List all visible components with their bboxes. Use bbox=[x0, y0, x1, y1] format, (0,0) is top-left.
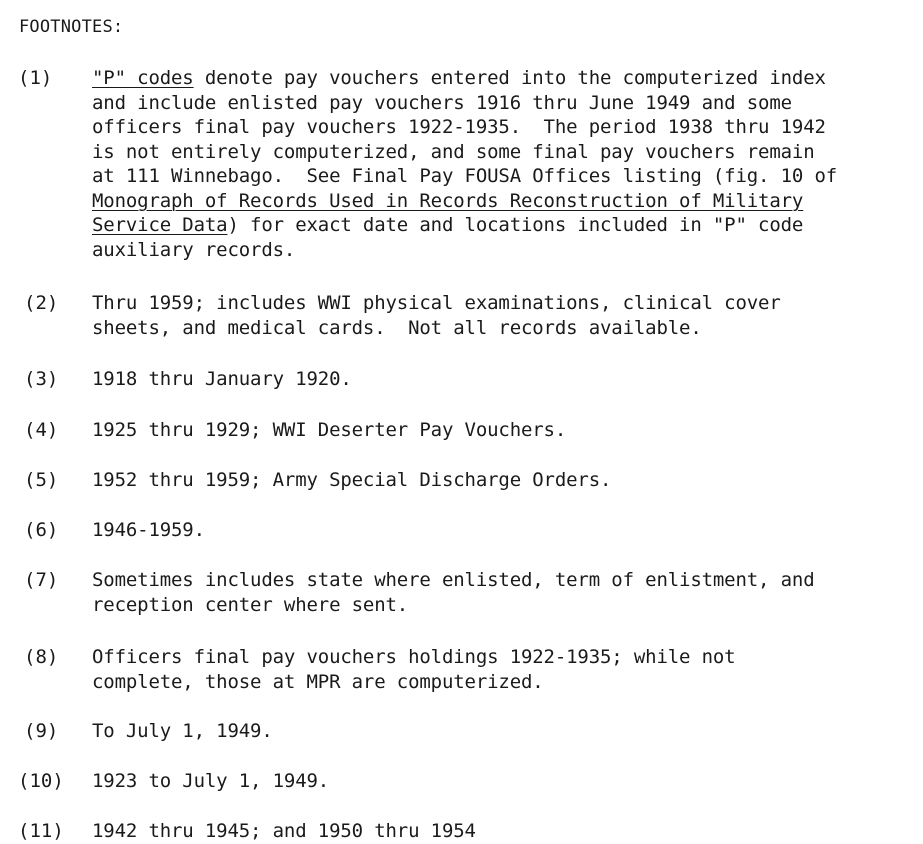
text-run: auxiliary records. bbox=[92, 238, 296, 261]
footnote-line bbox=[92, 115, 837, 140]
footnote-text bbox=[92, 367, 352, 392]
footnote-line bbox=[92, 819, 476, 844]
footnote-text bbox=[92, 291, 781, 340]
text-run: 1918 thru January 1920. bbox=[92, 368, 352, 390]
footnote-line bbox=[92, 468, 611, 493]
footnote-number: (1) bbox=[18, 67, 53, 89]
footnote-line bbox=[92, 568, 815, 593]
footnote-line bbox=[92, 238, 837, 263]
footnote-line bbox=[92, 91, 837, 116]
footnotes-heading: FOOTNOTES: bbox=[19, 17, 124, 37]
footnote-line bbox=[92, 719, 273, 744]
underlined-text: Monograph of Records Used in Records Reconstruction of Military bbox=[92, 189, 804, 212]
footnote-line bbox=[92, 593, 815, 618]
underlined-text: Service Data bbox=[92, 214, 228, 236]
text-run: 1946-1959. bbox=[92, 519, 205, 541]
footnote-line bbox=[92, 140, 837, 165]
footnote-line bbox=[92, 164, 837, 189]
footnote-text bbox=[92, 645, 735, 694]
footnote-number: (7) bbox=[24, 569, 59, 591]
footnote-number: (9) bbox=[24, 720, 59, 742]
text-run: Officers final pay vouchers holdings 1922-1935; while not bbox=[92, 646, 736, 668]
footnote-number: (6) bbox=[24, 519, 59, 541]
footnote-line bbox=[92, 769, 329, 794]
footnote-line bbox=[92, 645, 735, 670]
footnote-number: (10) bbox=[18, 770, 64, 792]
footnote-line bbox=[92, 316, 781, 341]
text-run: and include enlisted pay vouchers 1916 thru June 1949 and some bbox=[92, 91, 792, 114]
footnote-number: (2) bbox=[24, 292, 59, 314]
footnote-line bbox=[92, 367, 352, 392]
text-run: denote pay vouchers entered into the computerized index bbox=[193, 67, 826, 89]
text-run: reception center where sent. bbox=[92, 593, 409, 616]
text-run: Thru 1959; includes WWI physical examinations, clinical cover bbox=[92, 292, 781, 314]
footnote-text bbox=[92, 518, 205, 543]
underlined-text: "P" codes bbox=[92, 67, 194, 89]
text-run: 1942 thru 1945; and 1950 thru 1954 bbox=[92, 820, 476, 842]
footnote-text bbox=[92, 769, 329, 794]
footnote-number: (11) bbox=[18, 820, 64, 842]
footnote-line bbox=[92, 418, 566, 443]
footnote-number: (5) bbox=[24, 469, 59, 491]
footnote-number: (3) bbox=[24, 368, 59, 390]
text-run: 1923 to July 1, 1949. bbox=[92, 770, 330, 792]
text-run: ) for exact date and locations included in "P" code bbox=[227, 214, 804, 236]
footnote-line bbox=[92, 670, 735, 695]
footnote-line bbox=[92, 213, 837, 238]
footnote-text bbox=[92, 468, 611, 493]
text-run: sheets, and medical cards. Not all records available. bbox=[92, 316, 702, 339]
footnote-text bbox=[92, 568, 815, 617]
text-run: To July 1, 1949. bbox=[92, 720, 273, 742]
footnote-line bbox=[92, 66, 837, 91]
footnote-number: (8) bbox=[24, 646, 59, 668]
footnote-line bbox=[92, 291, 781, 316]
footnote-line bbox=[92, 189, 837, 214]
footnote-text bbox=[92, 719, 273, 744]
text-run: 1925 thru 1929; WWI Deserter Pay Vouchers. bbox=[92, 419, 567, 441]
footnote-text bbox=[92, 819, 476, 844]
footnote-number: (4) bbox=[24, 419, 59, 441]
text-run: at 111 Winnebago. See Final Pay FOUSA Offices listing (fig. 10 of bbox=[92, 165, 838, 187]
text-run: complete, those at MPR are computerized. bbox=[92, 670, 544, 693]
text-run: Sometimes includes state where enlisted, term of enlistment, and bbox=[92, 569, 815, 591]
footnote-text bbox=[92, 418, 566, 443]
text-run: 1952 thru 1959; Army Special Discharge Orders. bbox=[92, 469, 612, 491]
text-run: officers final pay vouchers 1922-1935. The period 1938 thru 1942 bbox=[92, 116, 826, 138]
footnote-text bbox=[92, 66, 837, 262]
text-run: is not entirely computerized, and some final pay vouchers remain bbox=[92, 140, 815, 163]
footnote-line bbox=[92, 518, 205, 543]
